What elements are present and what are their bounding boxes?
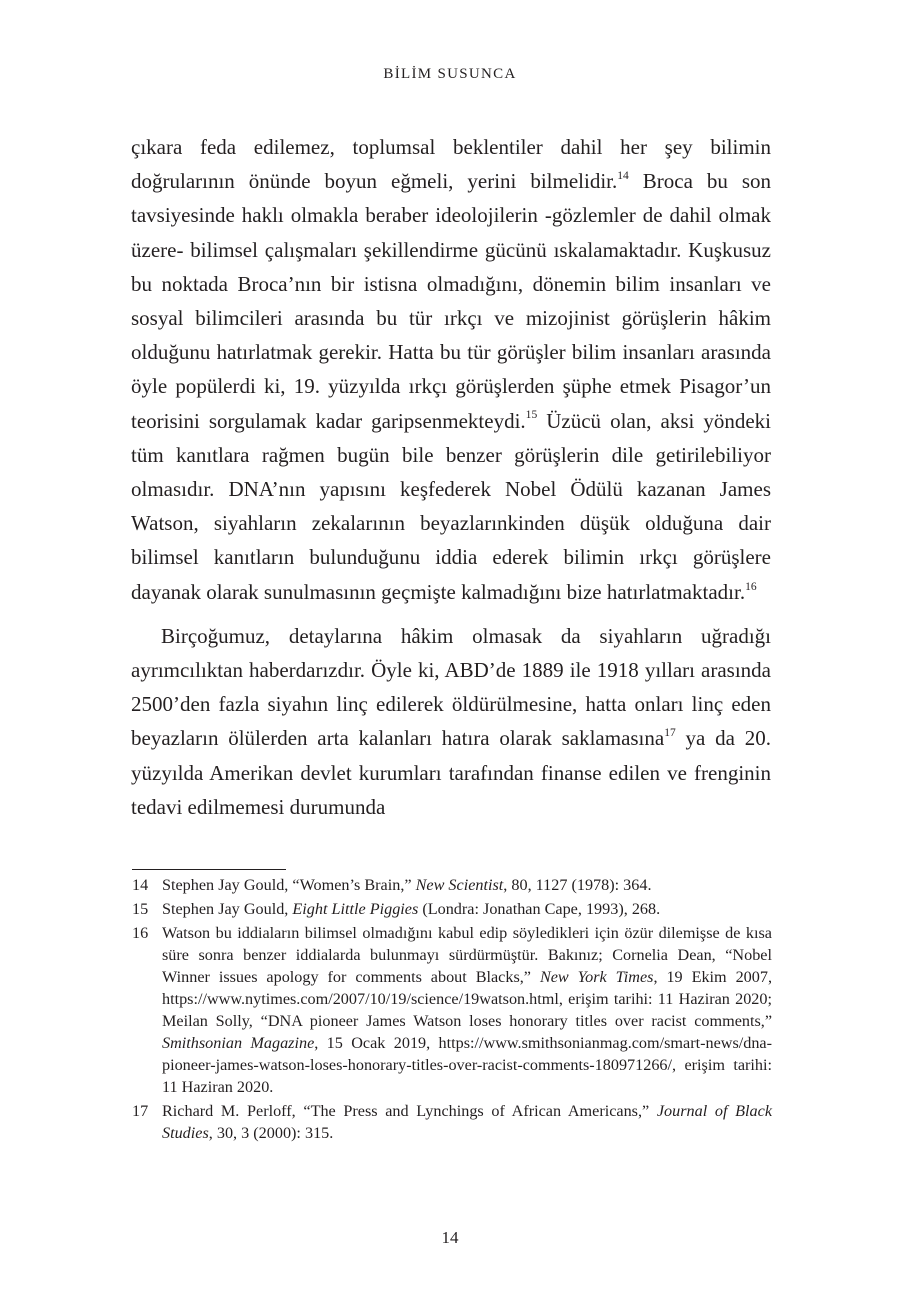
footnote-number: 15 (132, 900, 149, 918)
footnote-text-part: , 15 Ocak 2019, https://www.smithsonianmag.com/smart-news/dna-pioneer-james-watson-loses-honorary-titles-over-racist-comments-180971266/, erişim tarihi: 11 Haziran 2020. (162, 1034, 772, 1096)
footnote-italic-title: Journal of Black Studies (162, 1102, 773, 1142)
footnote-ref-16: 16 (745, 580, 757, 593)
footnotes (132, 874, 772, 1146)
footnote-number: 17 (132, 1102, 149, 1120)
body-text (131, 130, 771, 824)
paragraph-1 (131, 130, 771, 609)
footnote-text-part: (Londra: Jonathan Cape, 1993), 268. (418, 900, 661, 918)
footnote-text (162, 898, 772, 920)
footnote-text-part: Richard M. Perloff, “The Press and Lynchings of African Americans,” (162, 1102, 657, 1120)
footnote-italic-title: Smithsonian Magazine (162, 1034, 315, 1052)
footnote-ref-14: 14 (617, 170, 629, 183)
footnote-17 (132, 1100, 772, 1144)
paragraph-2-part-a: Birçoğumuz, detaylarına hâkim olmasak da siyahların uğradığı ayrımcılıktan haberdarızdır. Öyle ki, ABD’de 1889 ile 1918 yılları arasında 2500’den fazla siyahın linç edilerek öldürülmesine, hatta onları linç eden beyazların ölülerden arta kalanları hatıra olarak saklamasına (131, 623, 771, 751)
running-head: BİLİM SUSUNCA (383, 66, 517, 82)
footnote-14 (132, 874, 772, 896)
footnote-text (162, 1100, 772, 1144)
footnote-text (162, 874, 772, 896)
paragraph-1-part-a: çıkara feda edilemez, toplumsal beklentiler dahil her şey bilimin doğrularının önünde boyun eğmeli, yerini bilmelidir. (131, 135, 771, 194)
paragraph-1-part-b: Broca bu son tavsiyesinde haklı olmakla beraber ideolojilerin -gözlemler de dahil olmak üzere- bilimsel çalışmaları şekillendirme gücünü ıskalamaktadır. Kuşkusuz bu noktada Broca’nın bir istisna olmadığını, dönemin bilim insanları ve sosyal bilimcileri arasında bu tür ırkçı ve mizojinist görüşlerin hâkim olduğunu hatırlatmak gerekir. Hatta bu tür görüşler bilim insanları arasında öyle popülerdi ki, 19. yüzyılda ırkçı görüşlerden şüphe etmek Pisagor’un teorisini sorgulamak kadar garipsenmekteydi. (131, 169, 771, 433)
page-number: 14 (441, 1228, 459, 1247)
footnote-text-part: Watson bu iddiaların bilimsel olmadığını kabul edip söyledikleri için özür dilemişse de kısa süre sonra benzer iddialarda bulunmayı sürdürmüştür. Bakınız; Cornelia Dean, “Nobel Winner issues apology for comments about Blacks,” (162, 924, 772, 986)
footnote-italic-title: Eight Little Piggies (292, 900, 419, 918)
footnote-15 (132, 898, 772, 920)
footnote-ref-17: 17 (664, 727, 676, 740)
footnote-text-part: , 30, 3 (2000): 315. (208, 1124, 334, 1142)
footnote-ref-15: 15 (525, 409, 538, 422)
footnote-text-part: Stephen Jay Gould, (162, 900, 293, 918)
footnote-text (162, 922, 772, 1098)
footnote-number: 16 (132, 924, 149, 942)
footnote-text-part: , 19 Ekim 2007, https://www.nytimes.com/2007/10/19/science/19watson.html, erişim tarihi: 11 Haziran 2020; Meilan Solly, “DNA pioneer James Watson loses honorary titles over racist comments,” (162, 968, 773, 1030)
paragraph-1-part-c: Üzücü olan, aksi yöndeki tüm kanıtlara rağmen bugün bile benzer görüşlerin dile getirilebiliyor olmasıdır. DNA’nın yapısını keşfederek Nobel Ödülü kazanan James Watson, siyahların zekalarının beyazlarınkinden düşük olduğuna dair bilimsel kanıtların bulunduğunu iddia ederek bilimin ırkçı görüşlere dayanak olarak sunulmasının geçmişte kalmadığını bize hatırlatmaktadır. (131, 408, 772, 604)
paragraph-2 (131, 619, 771, 824)
paragraph-2-part-b: ya da 20. yüzyılda Amerikan devlet kurumları tarafından finanse edilen ve frenginin tedavi edilmemesi durumunda (131, 726, 771, 819)
footnote-number: 14 (132, 876, 149, 894)
footnote-divider (132, 869, 286, 870)
footnote-text-part: Stephen Jay Gould, “Women’s Brain,” (162, 876, 416, 894)
footnote-16 (132, 922, 772, 1098)
footnote-text-part: , 80, 1127 (1978): 364. (503, 876, 652, 894)
footnote-italic-title: New York Times (539, 968, 654, 986)
footnote-italic-title: New Scientist (415, 876, 504, 894)
